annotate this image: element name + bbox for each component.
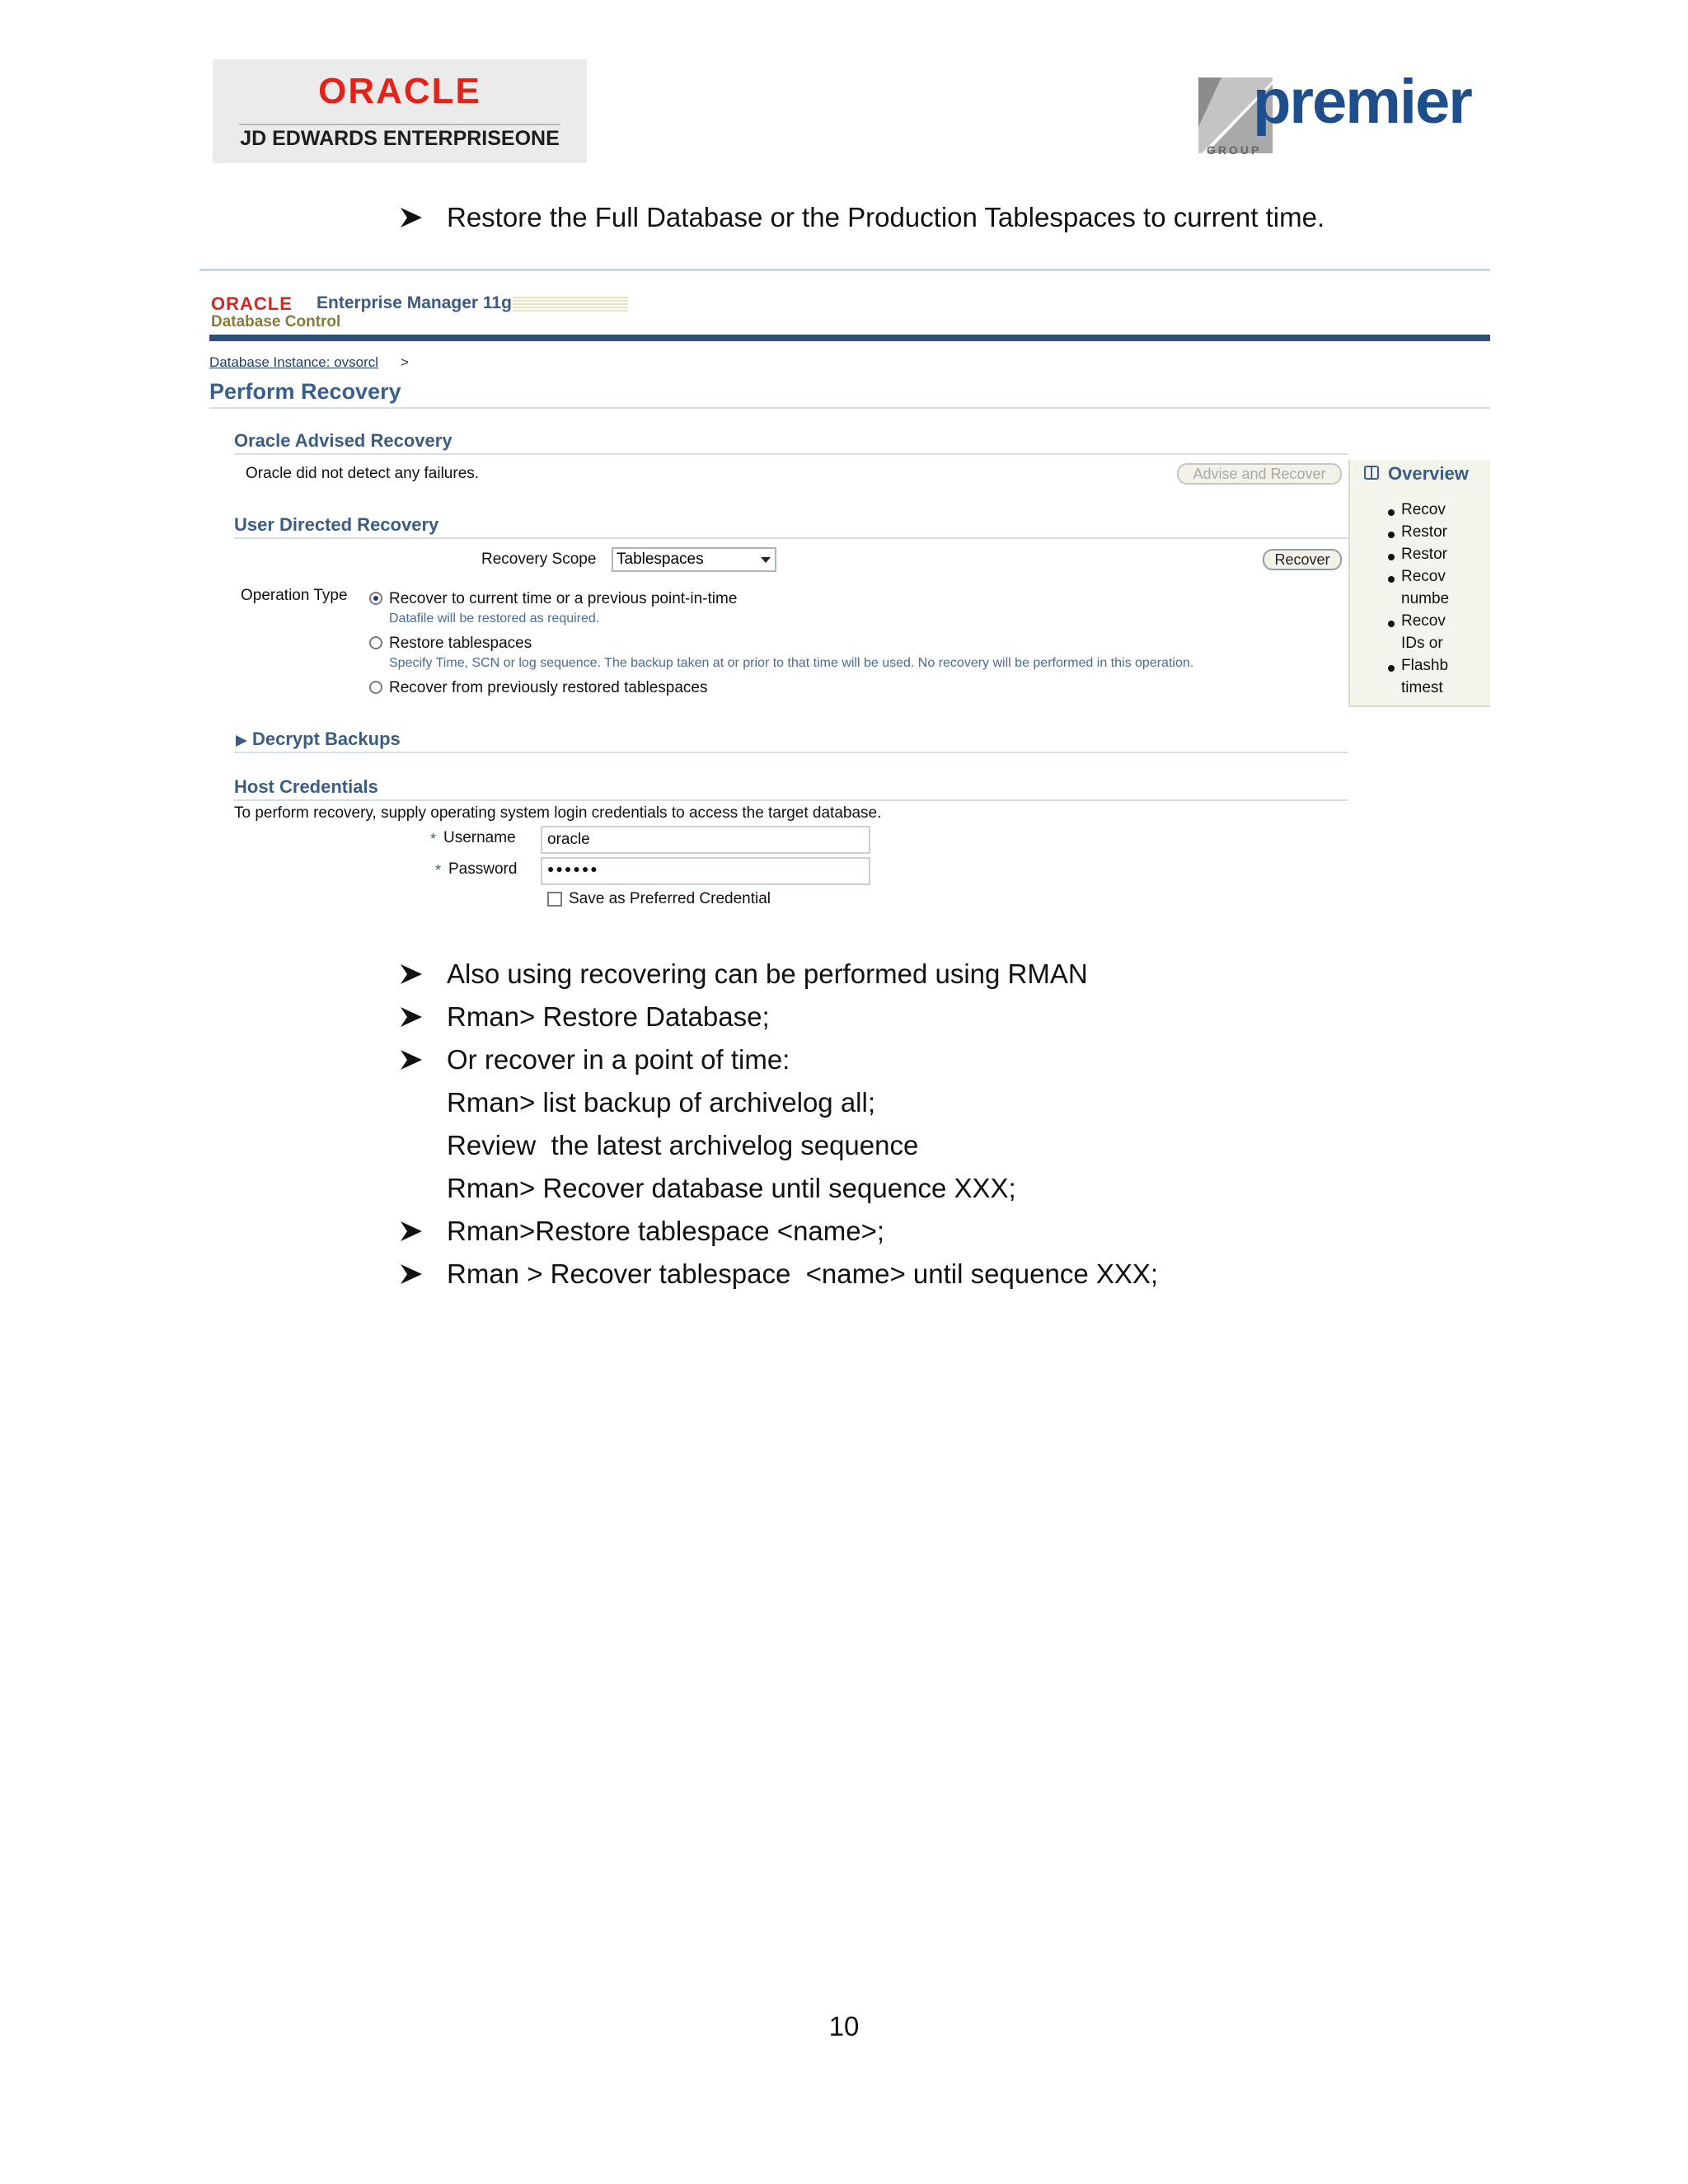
- host-credentials-heading: Host Credentials: [234, 776, 378, 797]
- overview-panel: [1348, 460, 1490, 707]
- overview-bullet: [1388, 532, 1395, 538]
- bullet-text: Rman> Restore Database;: [447, 1001, 770, 1032]
- required-asterisk-icon: *: [430, 831, 437, 847]
- breadcrumb-separator: >: [401, 354, 409, 370]
- overview-bullet: [1388, 509, 1395, 516]
- preferred-credential-checkbox[interactable]: [547, 892, 562, 907]
- recovery-scope-value: Tablespaces: [617, 551, 704, 568]
- option-recover-current-time-hint: Datafile will be restored as required.: [389, 612, 600, 626]
- advised-recovery-heading: Oracle Advised Recovery: [234, 430, 452, 451]
- oracle-brand: ORACLE: [318, 71, 481, 111]
- overview-item: Recov: [1401, 612, 1446, 630]
- radio-recover-previously-restored[interactable]: [369, 681, 382, 694]
- bullet-text: Rman > Recover tablespace <name> until sequence XXX;: [447, 1258, 1159, 1289]
- continuation-line: Rman> Recover database until sequence XXX;: [447, 1173, 1016, 1203]
- overview-item: timest: [1401, 679, 1443, 696]
- intro-bullet-text: Restore the Full Database or the Production Tablespaces to current time.: [447, 202, 1325, 232]
- overview-bullet: [1388, 576, 1395, 583]
- bullet-text: Or recover in a point of time:: [447, 1044, 790, 1075]
- option-recover-previously-restored-label: Recover from previously restored tablespaces: [389, 679, 708, 696]
- overview-item: Recov: [1401, 501, 1446, 518]
- option-restore-tablespaces-hint: Specify Time, SCN or log sequence. The backup taken at or prior to that time will be used. No recovery will be performed in this operation.: [389, 656, 1194, 670]
- advised-rule: [234, 453, 1348, 455]
- em-header-bar: [209, 335, 1490, 341]
- option-recover-current-time-label: Recover to current time or a previous point-in-time: [389, 590, 738, 607]
- expand-triangle-icon[interactable]: [234, 733, 249, 748]
- password-input[interactable]: ●●●●●●: [541, 857, 870, 885]
- recovery-scope-label: Recovery Scope: [481, 551, 597, 568]
- radio-restore-tablespaces[interactable]: [369, 636, 382, 649]
- bullet-arrow-icon: [397, 1043, 427, 1076]
- overview-item: Flashb: [1401, 657, 1449, 674]
- operation-type-label: Operation Type: [241, 587, 348, 604]
- decrypt-rule: [234, 752, 1348, 753]
- advise-and-recover-button[interactable]: Advise and Recover: [1177, 463, 1342, 485]
- oracle-jde-logo: [213, 59, 587, 163]
- breadcrumb-database-instance[interactable]: Database Instance: ovsorcl: [209, 354, 379, 370]
- oracle-subtitle: JD EDWARDS ENTERPRISEONE: [240, 127, 560, 150]
- bullet-arrow-icon: [397, 1001, 427, 1033]
- required-asterisk-icon: *: [435, 862, 442, 879]
- em-header-stripe: [513, 297, 628, 312]
- chevron-down-icon: [760, 555, 771, 564]
- em-subtitle: Database Control: [211, 313, 341, 330]
- premier-logo: [1195, 67, 1484, 157]
- bullet-arrow-icon: [397, 201, 427, 234]
- user-directed-rule: [234, 537, 1348, 539]
- continuation-line: Review the latest archivelog sequence: [447, 1130, 919, 1160]
- overview-item: Restor: [1401, 523, 1447, 541]
- recover-button[interactable]: Recover: [1263, 549, 1342, 570]
- username-input[interactable]: oracle: [541, 826, 870, 854]
- password-label: Password: [448, 860, 518, 878]
- bullet-arrow-icon: [397, 1215, 427, 1248]
- advised-message: Oracle did not detect any failures.: [246, 465, 480, 482]
- username-label: Username: [443, 829, 516, 846]
- overview-item: Restor: [1401, 546, 1447, 563]
- bullet-arrow-icon: [397, 1258, 427, 1291]
- host-credentials-description: To perform recovery, supply operating system login credentials to access the target database.: [234, 804, 882, 822]
- overview-item: IDs or: [1401, 635, 1443, 652]
- decrypt-backups-heading[interactable]: Decrypt Backups: [252, 729, 401, 749]
- logo-divider: [239, 124, 560, 125]
- overview-bullet: [1388, 621, 1395, 627]
- overview-item: numbe: [1401, 590, 1450, 607]
- em-product-name: Enterprise Manager 11g: [316, 293, 512, 312]
- page-number: 10: [828, 2011, 860, 2041]
- radio-recover-current-time[interactable]: [369, 592, 382, 605]
- bullet-arrow-icon: [397, 958, 427, 991]
- em-screenshot: [199, 269, 1490, 920]
- premier-group: GROUP: [1207, 143, 1262, 157]
- bullet-text: Rman>Restore tablespace <name>;: [447, 1216, 885, 1246]
- bullet-text: Also using recovering can be performed using RMAN: [447, 958, 1088, 989]
- user-directed-recovery-heading: User Directed Recovery: [234, 514, 439, 535]
- continuation-line: Rman> list backup of archivelog all;: [447, 1087, 876, 1118]
- option-restore-tablespaces-label: Restore tablespaces: [389, 635, 532, 652]
- page-title: Perform Recovery: [209, 379, 401, 404]
- book-icon: [1363, 465, 1381, 481]
- overview-bullet: [1388, 554, 1395, 560]
- em-top-rule: [199, 269, 1490, 271]
- premier-wordmark: premier: [1253, 67, 1471, 137]
- overview-bullet: [1388, 665, 1395, 672]
- overview-item: Recov: [1401, 568, 1446, 585]
- em-oracle-brand: ORACLE: [211, 293, 293, 314]
- recovery-scope-select[interactable]: [612, 547, 776, 572]
- overview-title: Overview: [1388, 463, 1469, 484]
- host-credentials-rule: [234, 799, 1348, 801]
- title-rule: [209, 407, 1490, 409]
- preferred-credential-label: Save as Preferred Credential: [569, 890, 771, 907]
